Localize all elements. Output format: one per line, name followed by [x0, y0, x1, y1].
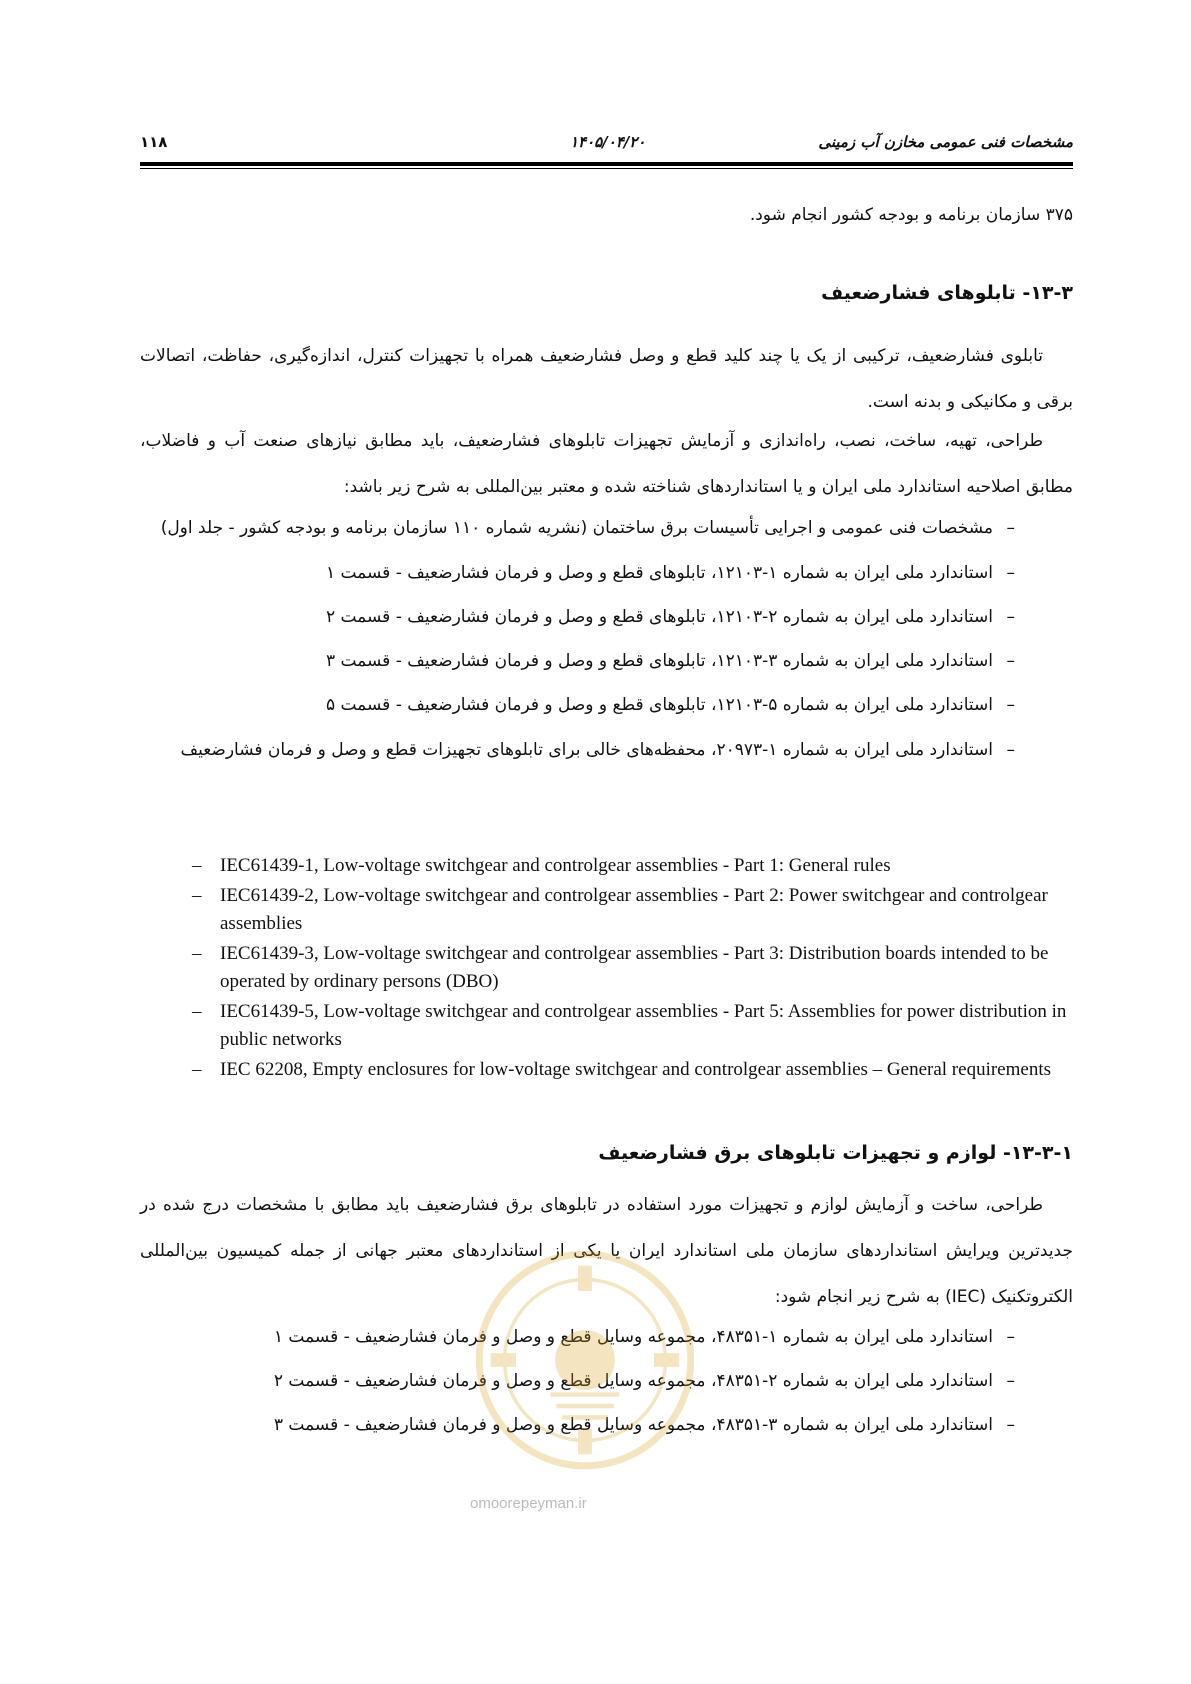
section-heading-13-3-1: ۱۳-۳-۱- لوازم و تجهیزات تابلوهای برق فشارضعیف — [598, 1142, 1073, 1164]
list-item-text: IEC61439-3, Low-voltage switchgear and controlgear assemblies - Part 3: Distribution boards intended to be operated by ordinary persons (DBO) — [220, 943, 1049, 992]
list-dash: – — [192, 943, 202, 964]
list-item — [192, 882, 1072, 938]
header-doc-title: مشخصات فنی عمومی مخازن آب زمینی — [818, 133, 1073, 151]
list-dash: – — [1006, 695, 1015, 715]
header-rule-thick — [140, 162, 1073, 166]
watermark-text: omoorepeyman.ir — [470, 1495, 587, 1512]
list-dash: – — [1006, 1415, 1015, 1435]
para-1-text: تابلوی فشارضعیف، ترکیبی از یک یا چند کلید قطع و وصل فشارضعیف همراه با تجهیزات کنترل، اندازه‌گیری، حفاظت، اتصالات برقی و مکانیکی و بدنه است. — [140, 346, 1073, 412]
list-item-text: استاندارد ملی ایران به شماره ۲-۱۲۱۰۳، تابلوهای قطع و وصل و فرمان فشارضعیف - قسمت ۲ — [325, 607, 993, 627]
intro-line: ۳۷۵ سازمان برنامه و بودجه کشور انجام شود. — [749, 205, 1073, 225]
list-dash: – — [1006, 740, 1015, 760]
list-item-text: استاندارد ملی ایران به شماره ۱-۱۲۱۰۳، تابلوهای قطع و وصل و فرمان فشارضعیف - قسمت ۱ — [325, 563, 993, 583]
list-dash: – — [192, 885, 202, 906]
list-item — [140, 551, 1073, 595]
list-dash: – — [1006, 518, 1015, 538]
list-item-text: IEC61439-5, Low-voltage switchgear and controlgear assemblies - Part 5: Assemblies for power distribution in public networks — [220, 1001, 1067, 1050]
list-item-text: استاندارد ملی ایران به شماره ۱-۴۸۳۵۱، مجموعه وسایل قطع و وصل و فرمان فشارضعیف - قسمت ۱ — [273, 1327, 993, 1347]
list-dash: – — [1006, 1371, 1015, 1391]
list-dash: – — [1006, 563, 1015, 583]
list-dash: – — [1006, 607, 1015, 627]
section-13-3-para-1 — [140, 333, 1073, 425]
list-item-text: IEC61439-2, Low-voltage switchgear and controlgear assemblies - Part 2: Power switchgear and controlgear assemblies — [220, 885, 1048, 934]
list-item — [192, 998, 1072, 1054]
page-header — [140, 125, 1073, 155]
list-item-text: IEC61439-1, Low-voltage switchgear and controlgear assemblies - Part 1: General rules — [220, 855, 891, 876]
list-item — [140, 639, 1073, 683]
section-13-3-para-2 — [140, 418, 1073, 510]
list-dash: – — [192, 1059, 202, 1080]
section-13-3-en-list — [192, 852, 1072, 1086]
list-item-text: استاندارد ملی ایران به شماره ۵-۱۲۱۰۳، تابلوهای قطع و وصل و فرمان فشارضعیف - قسمت ۵ — [325, 695, 993, 715]
list-item-text: IEC 62208, Empty enclosures for low-voltage switchgear and controlgear assemblies – General requirements — [220, 1059, 1051, 1080]
list-dash: – — [192, 855, 202, 876]
para-2-text: طراحی، تهیه، ساخت، نصب، راه‌اندازی و آزمایش تجهیزات تابلوهای فشارضعیف، باید مطابق نیازهای صنعت آب و فاضلاب، مطابق اصلاحیه استاندارد ملی ایران و یا استانداردهای شناخته شده و معتبر بین‌المللی به شرح زیر باشد: — [140, 431, 1073, 497]
list-dash: – — [192, 1001, 202, 1022]
header-page-number: ۱۱۸ — [140, 133, 168, 151]
watermark-logo-icon — [470, 1245, 700, 1475]
list-item — [192, 852, 1072, 880]
list-dash: – — [1006, 1327, 1015, 1347]
section-13-3-1-para-text: طراحی، ساخت و آزمایش لوازم و تجهیزات مورد استفاده در تابلوهای برق فشارضعیف باید مطابق با مشخصات درج شده در جدیدترین ویرایش استانداردهای سازمان ملی استاندارد ایران یا یکی از استانداردهای معتبر جهانی از جمله کمیسیون بین‌المللی الکتروتکنیک (IEC) به شرح زیر انجام شود: — [140, 1195, 1073, 1307]
list-item-text: استاندارد ملی ایران به شماره ۳-۱۲۱۰۳، تابلوهای قطع و وصل و فرمان فشارضعیف - قسمت ۳ — [325, 651, 993, 671]
list-item-text: استاندارد ملی ایران به شماره ۱-۲۰۹۷۳، محفظه‌های خالی برای تابلوهای تجهیزات قطع و وصل و فرمان فشارضعیف — [180, 740, 993, 760]
list-dash: – — [1006, 651, 1015, 671]
list-item-text: مشخصات فنی عمومی و اجرایی تأسیسات برق ساختمان (نشریه شماره ۱۱۰ سازمان برنامه و بودجه کشور - جلد اول) — [160, 518, 993, 538]
header-date: ۱۴۰۵/۰۴/۲۰ — [570, 133, 646, 151]
list-item — [140, 595, 1073, 639]
section-13-3-fa-list — [140, 505, 1073, 773]
section-heading-13-3: ۱۳-۳- تابلوهای فشارضعیف — [821, 282, 1073, 304]
list-item — [140, 683, 1073, 727]
list-item — [140, 727, 1073, 773]
list-item — [140, 505, 1073, 551]
list-item — [192, 1056, 1072, 1084]
header-rule-thin — [140, 168, 1073, 169]
list-item — [192, 940, 1072, 996]
list-item-text: استاندارد ملی ایران به شماره ۳-۴۸۳۵۱، مجموعه وسایل قطع و وصل و فرمان فشارضعیف - قسمت ۳ — [273, 1415, 993, 1435]
list-item-text: استاندارد ملی ایران به شماره ۲-۴۸۳۵۱، مجموعه وسایل قطع و وصل و فرمان فشارضعیف - قسمت ۲ — [273, 1371, 993, 1391]
